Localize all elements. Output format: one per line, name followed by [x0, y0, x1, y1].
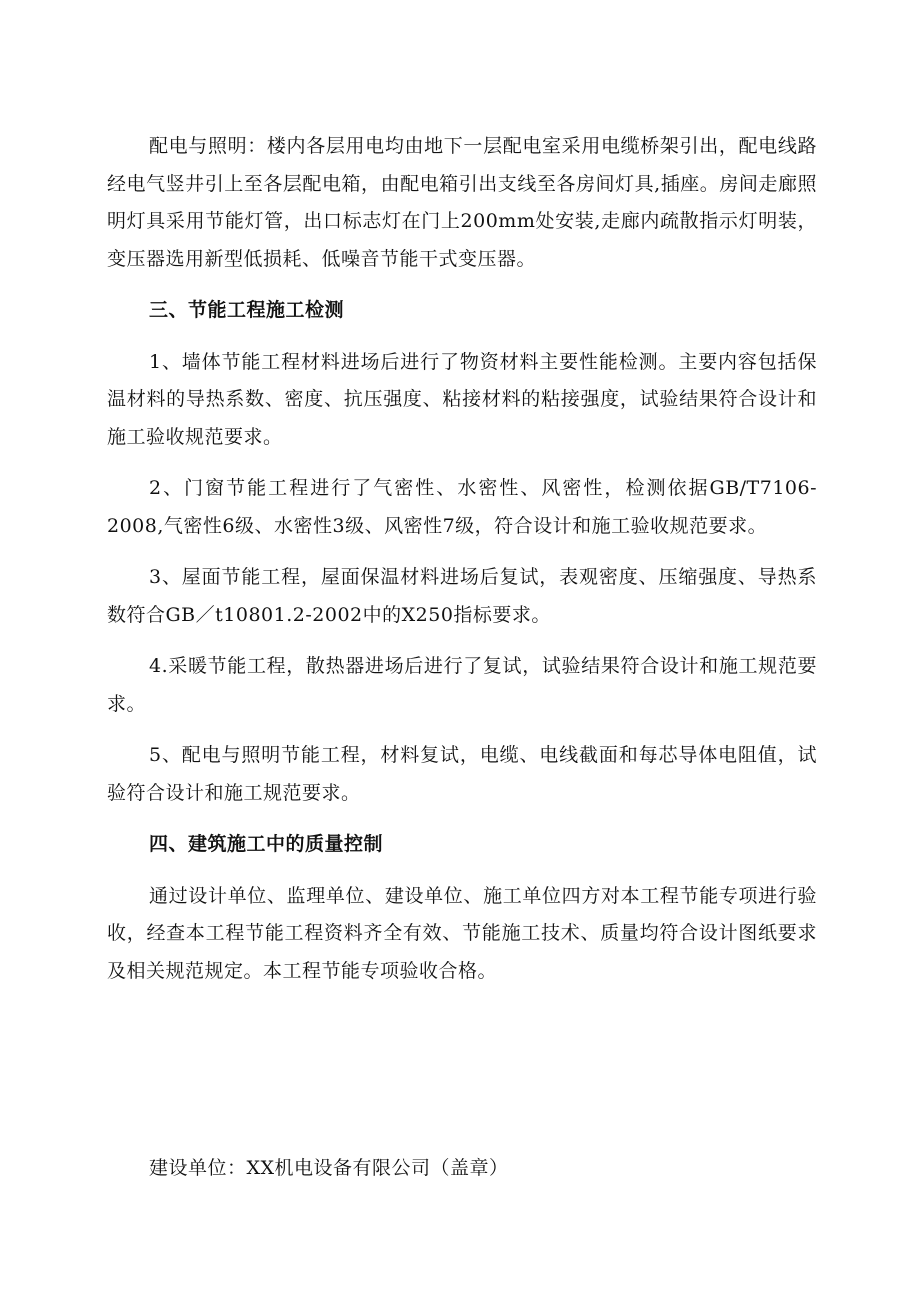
paragraph-acceptance: 通过设计单位、监理单位、建设单位、施工单位四方对本工程节能专项进行验收，经查本工程节能工程资料齐全有效、节能施工技术、质量均符合设计图纸要求及相关规范规定。本工程节能专项验收合格。: [107, 884, 817, 982]
document-body: [107, 128, 817, 990]
paragraph-item-roof: 3、屋面节能工程，屋面保温材料进场后复试，表观密度、压缩强度、导热系数符合GB／t10801.2-2002中的X250指标要求。: [107, 566, 817, 626]
paragraph-item-wall: 1、墙体节能工程材料进场后进行了物资材料主要性能检测。主要内容包括保温材料的导热系数、密度、抗压强度、粘接材料的粘接强度，试验结果符合设计和施工验收规范要求。: [107, 350, 817, 448]
section-heading-energy-testing: 三、节能工程施工检测: [149, 299, 345, 321]
paragraph-power-lighting: 配电与照明：楼内各层用电均由地下一层配电室采用电缆桥架引出，配电线路经电气竖井引上至各层配电箱，由配电箱引出支线至各房间灯具,插座。房间走廊照明灯具采用节能灯管，出口标志灯在门上200mm处安装,走廊内疏散指示灯明装，变压器选用新型低损耗、低噪音节能干式变压器。: [107, 135, 817, 270]
paragraph-item-electrical: 5、配电与照明节能工程，材料复试，电缆、电线截面和每芯导体电阻值，试验符合设计和施工规范要求。: [107, 744, 817, 804]
paragraph-item-windows: 2、门窗节能工程进行了气密性、水密性、风密性，检测依据GB/T7106-2008,气密性6级、水密性3级、风密性7级，符合设计和施工验收规范要求。: [107, 477, 817, 537]
signature-line-construction-unit: 建设单位：XX机电设备有限公司（盖章）: [149, 1157, 509, 1179]
paragraph-item-heating: 4.采暖节能工程，散热器进场后进行了复试，试验结果符合设计和施工规范要求。: [107, 655, 817, 715]
section-heading-quality-control: 四、建筑施工中的质量控制: [149, 833, 384, 855]
